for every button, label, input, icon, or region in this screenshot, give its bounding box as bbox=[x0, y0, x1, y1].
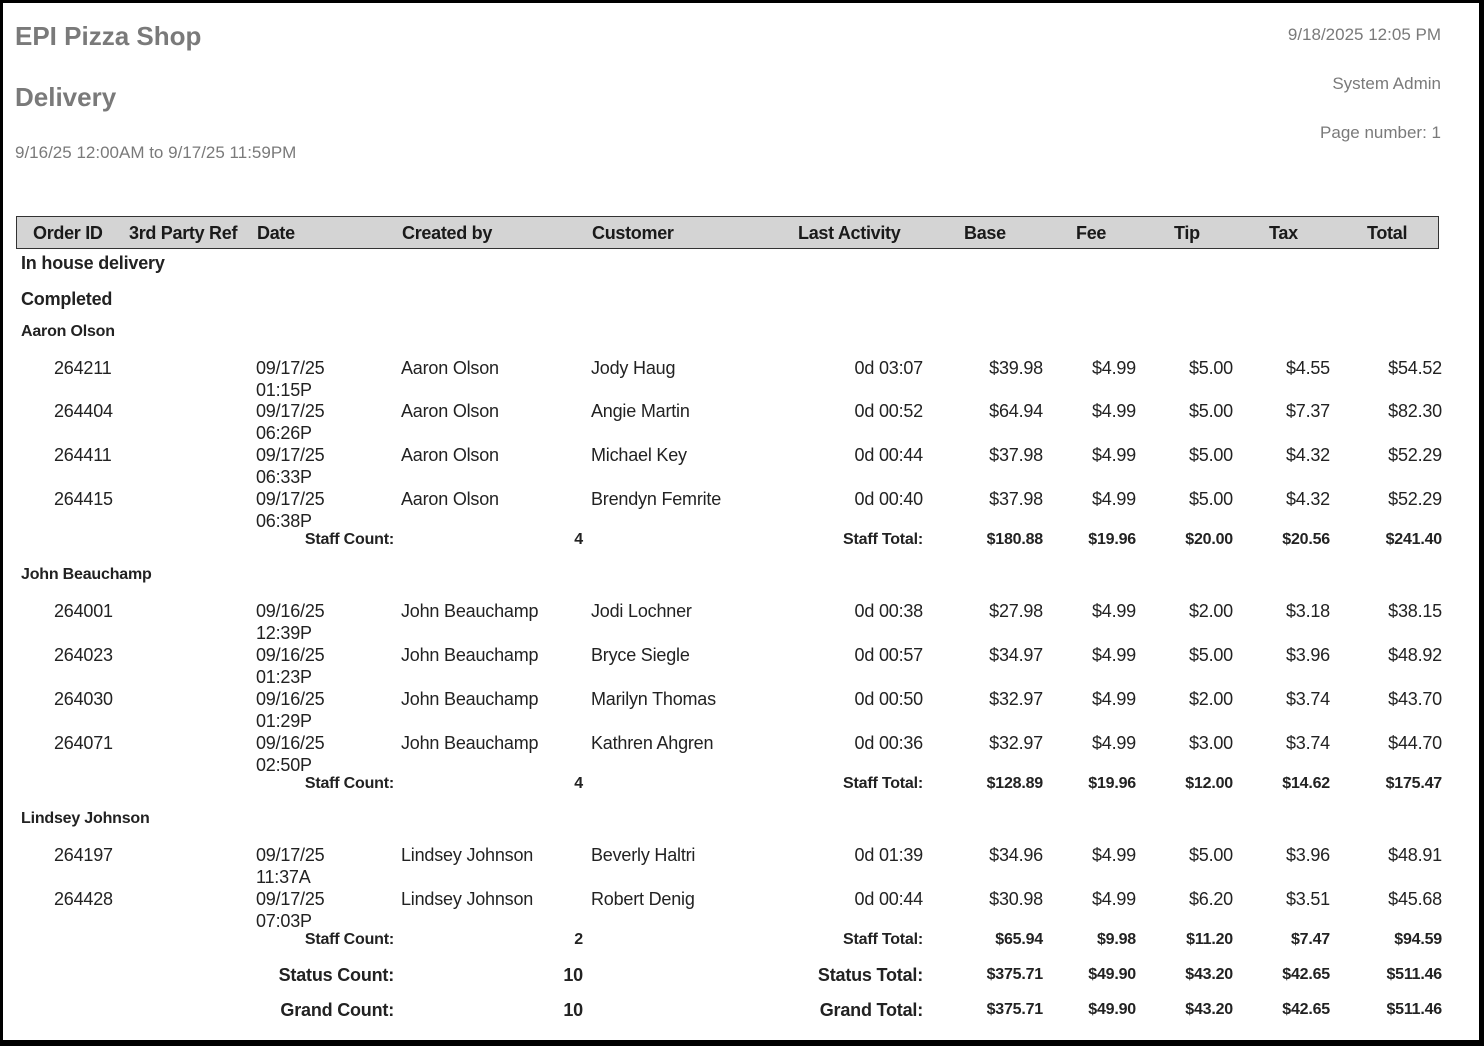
order-created-by: John Beauchamp bbox=[401, 601, 539, 621]
order-fee: $4.99 bbox=[1091, 845, 1136, 865]
order-fee: $4.99 bbox=[1091, 733, 1136, 753]
grand-summary-base: $375.71 bbox=[986, 1001, 1043, 1018]
order-time: 01:23P bbox=[256, 667, 312, 687]
col-last-activity: Last Activity bbox=[798, 223, 901, 243]
staff-count-label: Staff Count: bbox=[304, 775, 394, 792]
order-total: $45.68 bbox=[1388, 889, 1442, 909]
order-id: 264428 bbox=[54, 889, 113, 909]
col-third-party-ref: 3rd Party Ref bbox=[129, 223, 238, 243]
staff-total-base: $128.89 bbox=[986, 775, 1043, 792]
staff-total-tip: $20.00 bbox=[1185, 531, 1233, 548]
order-customer: Jodi Lochner bbox=[591, 601, 692, 621]
order-fee: $4.99 bbox=[1091, 489, 1136, 509]
order-id: 264001 bbox=[54, 601, 113, 621]
order-id: 264404 bbox=[54, 401, 113, 421]
order-customer: Angie Martin bbox=[591, 401, 690, 421]
order-date: 09/16/25 bbox=[256, 601, 325, 621]
order-base: $37.98 bbox=[989, 445, 1043, 465]
order-tax: $4.55 bbox=[1285, 358, 1330, 378]
order-customer: Beverly Haltri bbox=[591, 845, 696, 865]
order-date: 09/16/25 bbox=[256, 645, 325, 665]
order-total: $38.15 bbox=[1388, 601, 1442, 621]
order-id: 264030 bbox=[54, 689, 113, 709]
order-time: 11:37A bbox=[256, 867, 311, 887]
order-time: 02:50P bbox=[256, 755, 312, 775]
order-tax: $3.18 bbox=[1285, 601, 1330, 621]
order-time: 01:15P bbox=[256, 380, 312, 400]
order-base: $39.98 bbox=[989, 358, 1043, 378]
status-label: Completed bbox=[21, 289, 113, 309]
staff-total-fee: $19.96 bbox=[1088, 531, 1136, 548]
order-tip: $5.00 bbox=[1188, 445, 1233, 465]
order-tip: $3.00 bbox=[1188, 733, 1233, 753]
order-customer: Robert Denig bbox=[591, 889, 695, 909]
status-summary-count: 10 bbox=[563, 965, 583, 985]
order-tax: $4.32 bbox=[1285, 445, 1330, 465]
col-fee: Fee bbox=[1076, 223, 1107, 243]
order-time: 06:38P bbox=[256, 511, 312, 531]
order-fee: $4.99 bbox=[1091, 645, 1136, 665]
staff-count: 4 bbox=[574, 531, 583, 548]
delivery-type-label: In house delivery bbox=[21, 253, 165, 273]
staff-total-tax: $20.56 bbox=[1282, 531, 1330, 548]
order-created-by: Aaron Olson bbox=[401, 401, 499, 421]
printed-at: 9/18/2025 12:05 PM bbox=[1287, 25, 1441, 44]
order-tax: $3.96 bbox=[1285, 845, 1330, 865]
order-customer: Jody Haug bbox=[591, 358, 676, 378]
order-tax: $3.96 bbox=[1285, 645, 1330, 665]
order-created-by: Aaron Olson bbox=[401, 445, 499, 465]
order-tip: $5.00 bbox=[1188, 489, 1233, 509]
order-fee: $4.99 bbox=[1091, 689, 1136, 709]
order-last-activity: 0d 00:40 bbox=[854, 489, 923, 509]
staff-total-tax: $7.47 bbox=[1290, 931, 1330, 948]
order-tip: $2.00 bbox=[1188, 689, 1233, 709]
order-fee: $4.99 bbox=[1091, 358, 1136, 378]
order-base: $34.96 bbox=[989, 845, 1043, 865]
order-last-activity: 0d 00:44 bbox=[854, 889, 923, 909]
grand-summary-fee: $49.90 bbox=[1088, 1001, 1136, 1018]
status-summary-total-label: Status Total: bbox=[817, 965, 923, 985]
column-header-bar bbox=[16, 216, 1439, 249]
staff-count: 2 bbox=[574, 931, 583, 948]
col-order-id: Order ID bbox=[33, 223, 103, 243]
date-range: 9/16/25 12:00AM to 9/17/25 11:59PM bbox=[15, 143, 297, 162]
order-fee: $4.99 bbox=[1091, 445, 1136, 465]
staff-total-base: $65.94 bbox=[995, 931, 1043, 948]
order-date: 09/16/25 bbox=[256, 733, 325, 753]
order-id: 264415 bbox=[54, 489, 113, 509]
col-date: Date bbox=[257, 223, 295, 243]
col-total: Total bbox=[1367, 223, 1408, 243]
staff-name: Aaron Olson bbox=[21, 323, 115, 340]
staff-total-label: Staff Total: bbox=[843, 775, 923, 792]
order-last-activity: 0d 00:50 bbox=[854, 689, 923, 709]
staff-total-tip: $12.00 bbox=[1185, 775, 1233, 792]
order-last-activity: 0d 03:07 bbox=[854, 358, 923, 378]
staff-total-base: $180.88 bbox=[986, 531, 1043, 548]
order-tip: $5.00 bbox=[1188, 358, 1233, 378]
staff-name: John Beauchamp bbox=[21, 566, 152, 583]
order-id: 264411 bbox=[54, 445, 112, 465]
order-tax: $3.51 bbox=[1285, 889, 1330, 909]
order-date: 09/17/25 bbox=[256, 845, 325, 865]
report-user: System Admin bbox=[1332, 74, 1441, 93]
shop-name: EPI Pizza Shop bbox=[15, 21, 202, 51]
order-tip: $5.00 bbox=[1188, 645, 1233, 665]
order-time: 06:26P bbox=[256, 423, 312, 443]
order-date: 09/17/25 bbox=[256, 445, 325, 465]
staff-total-total: $241.40 bbox=[1385, 531, 1442, 548]
order-tip: $6.20 bbox=[1188, 889, 1233, 909]
staff-name: Lindsey Johnson bbox=[21, 810, 150, 827]
order-created-by: Lindsey Johnson bbox=[401, 845, 534, 865]
order-last-activity: 0d 01:39 bbox=[854, 845, 923, 865]
order-last-activity: 0d 00:44 bbox=[854, 445, 923, 465]
grand-summary-count-label: Grand Count: bbox=[280, 1000, 394, 1020]
order-time: 01:29P bbox=[256, 711, 312, 731]
grand-summary-total: $511.46 bbox=[1386, 1001, 1442, 1018]
order-last-activity: 0d 00:52 bbox=[854, 401, 923, 421]
order-tax: $4.32 bbox=[1285, 489, 1330, 509]
report-page bbox=[3, 3, 1479, 1040]
staff-total-total: $175.47 bbox=[1385, 775, 1442, 792]
order-last-activity: 0d 00:38 bbox=[854, 601, 923, 621]
order-tax: $3.74 bbox=[1285, 689, 1330, 709]
page-number: Page number: 1 bbox=[1320, 123, 1441, 142]
order-date: 09/17/25 bbox=[256, 401, 325, 421]
order-fee: $4.99 bbox=[1091, 601, 1136, 621]
status-summary-total: $511.46 bbox=[1386, 966, 1442, 983]
order-base: $37.98 bbox=[989, 489, 1043, 509]
grand-summary-count: 10 bbox=[563, 1000, 583, 1020]
col-created-by: Created by bbox=[402, 223, 493, 243]
order-customer: Marilyn Thomas bbox=[591, 689, 716, 709]
status-summary-base: $375.71 bbox=[986, 966, 1043, 983]
staff-count-label: Staff Count: bbox=[304, 531, 394, 548]
order-customer: Bryce Siegle bbox=[591, 645, 690, 665]
order-time: 07:03P bbox=[256, 911, 312, 931]
order-total: $82.30 bbox=[1388, 401, 1442, 421]
order-created-by: Aaron Olson bbox=[401, 489, 499, 509]
status-summary-tax: $42.65 bbox=[1282, 966, 1330, 983]
order-base: $30.98 bbox=[989, 889, 1043, 909]
order-tax: $3.74 bbox=[1285, 733, 1330, 753]
grand-summary-tax: $42.65 bbox=[1282, 1001, 1330, 1018]
order-base: $34.97 bbox=[989, 645, 1043, 665]
order-date: 09/17/25 bbox=[256, 889, 325, 909]
order-base: $32.97 bbox=[989, 733, 1043, 753]
order-created-by: John Beauchamp bbox=[401, 645, 539, 665]
order-date: 09/17/25 bbox=[256, 358, 325, 378]
staff-total-label: Staff Total: bbox=[843, 531, 923, 548]
col-tip: Tip bbox=[1174, 223, 1200, 243]
order-id: 264197 bbox=[54, 845, 113, 865]
status-summary-fee: $49.90 bbox=[1088, 966, 1136, 983]
order-time: 12:39P bbox=[256, 623, 312, 643]
staff-total-tax: $14.62 bbox=[1282, 775, 1330, 792]
staff-total-fee: $19.96 bbox=[1088, 775, 1136, 792]
status-summary-tip: $43.20 bbox=[1185, 966, 1233, 983]
staff-total-tip: $11.20 bbox=[1186, 931, 1233, 948]
staff-total-fee: $9.98 bbox=[1096, 931, 1136, 948]
order-total: $48.92 bbox=[1388, 645, 1442, 665]
order-id: 264023 bbox=[54, 645, 113, 665]
order-total: $43.70 bbox=[1388, 689, 1442, 709]
order-created-by: John Beauchamp bbox=[401, 689, 539, 709]
order-customer: Brendyn Femrite bbox=[591, 489, 722, 509]
order-tip: $5.00 bbox=[1188, 401, 1233, 421]
order-fee: $4.99 bbox=[1091, 401, 1136, 421]
order-total: $52.29 bbox=[1388, 489, 1442, 509]
order-base: $64.94 bbox=[989, 401, 1043, 421]
order-tax: $7.37 bbox=[1285, 401, 1330, 421]
order-id: 264211 bbox=[54, 358, 112, 378]
order-base: $32.97 bbox=[989, 689, 1043, 709]
staff-total-label: Staff Total: bbox=[843, 931, 923, 948]
staff-total-total: $94.59 bbox=[1394, 931, 1442, 948]
order-id: 264071 bbox=[54, 733, 113, 753]
col-base: Base bbox=[964, 223, 1006, 243]
order-customer: Michael Key bbox=[591, 445, 687, 465]
order-total: $44.70 bbox=[1388, 733, 1442, 753]
order-created-by: John Beauchamp bbox=[401, 733, 539, 753]
staff-count-label: Staff Count: bbox=[304, 931, 394, 948]
status-summary-count-label: Status Count: bbox=[278, 965, 394, 985]
order-created-by: Lindsey Johnson bbox=[401, 889, 534, 909]
order-date: 09/16/25 bbox=[256, 689, 325, 709]
col-customer: Customer bbox=[592, 223, 674, 243]
order-last-activity: 0d 00:36 bbox=[854, 733, 923, 753]
grand-summary-total-label: Grand Total: bbox=[819, 1000, 923, 1020]
order-base: $27.98 bbox=[989, 601, 1043, 621]
order-total: $48.91 bbox=[1388, 845, 1442, 865]
order-total: $54.52 bbox=[1388, 358, 1442, 378]
col-tax: Tax bbox=[1269, 223, 1298, 243]
order-time: 06:33P bbox=[256, 467, 312, 487]
order-tip: $2.00 bbox=[1188, 601, 1233, 621]
order-created-by: Aaron Olson bbox=[401, 358, 499, 378]
staff-count: 4 bbox=[574, 775, 583, 792]
grand-summary-tip: $43.20 bbox=[1185, 1001, 1233, 1018]
order-total: $52.29 bbox=[1388, 445, 1442, 465]
report-title: Delivery bbox=[15, 82, 117, 112]
order-fee: $4.99 bbox=[1091, 889, 1136, 909]
order-customer: Kathren Ahgren bbox=[591, 733, 714, 753]
order-date: 09/17/25 bbox=[256, 489, 325, 509]
order-last-activity: 0d 00:57 bbox=[854, 645, 923, 665]
order-tip: $5.00 bbox=[1188, 845, 1233, 865]
